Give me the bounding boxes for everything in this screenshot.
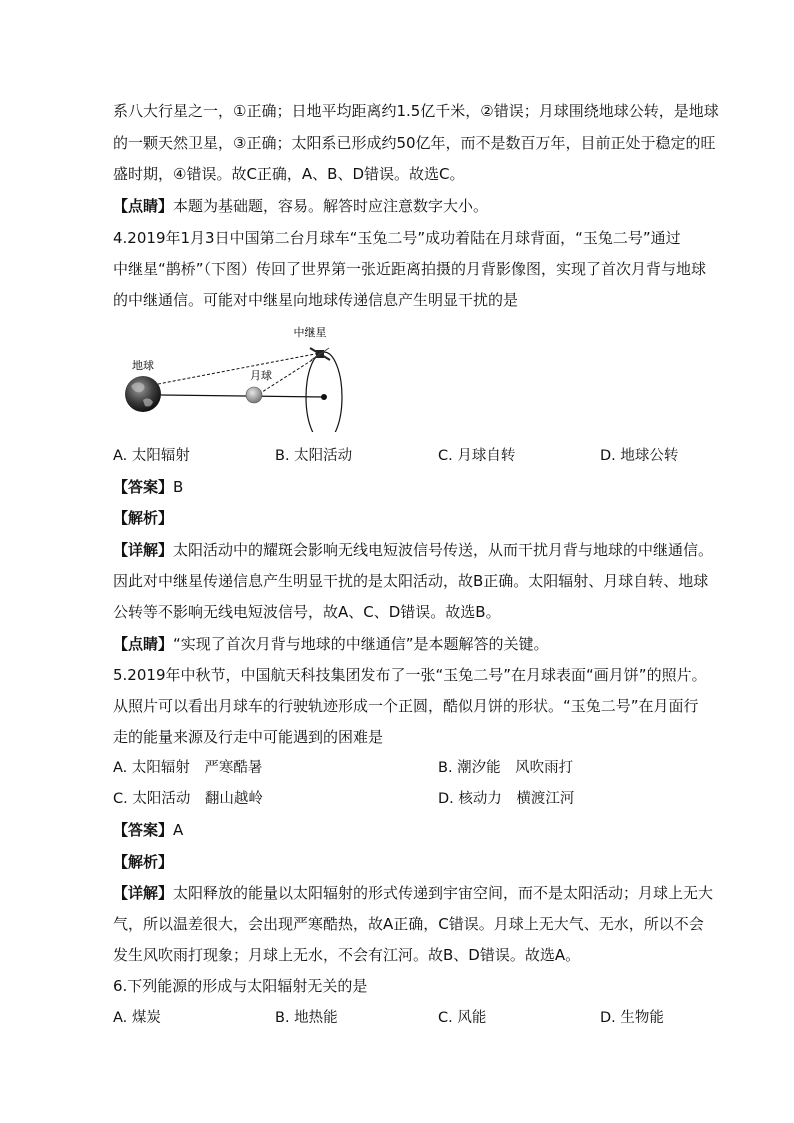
l2-point	[321, 394, 327, 400]
q4-stem-line-3: 的中继通信。可能对中继星向地球传递信息产生明显干扰的是	[113, 291, 519, 309]
q4-stem-line-1: 4.2019年1月3日中国第二台月球车“玉兔二号”成功着陆在月球背面，“玉兔二号”通过	[113, 229, 681, 247]
intro-line-2: 的一颗天然卫星，③正确；太阳系已形成约50亿年，而不是数百万年，目前正处于稳定的旺	[113, 134, 716, 152]
q4-review	[113, 634, 549, 654]
q4-option-c[interactable]: C. 月球自转	[438, 448, 516, 464]
q6-option-b[interactable]: B. 地热能	[275, 1010, 338, 1026]
q4-option-d[interactable]: D. 地球公转	[600, 448, 679, 464]
q5-option-a[interactable]: A. 太阳辐射 严寒酷暑	[113, 760, 263, 776]
review-tag: 【点睛】	[113, 635, 174, 653]
moon-globe	[246, 387, 262, 403]
q5-stem-line-1: 5.2019年中秋节，中国航天科技集团发布了一张“玉兔二号”在月球表面“画月饼”的照片。	[113, 666, 707, 684]
q5-option-b[interactable]: B. 潮汐能 风吹雨打	[438, 760, 574, 776]
intro-review	[113, 196, 488, 216]
answer-value: B	[173, 478, 184, 496]
q6-option-d[interactable]: D. 生物能	[600, 1010, 664, 1026]
earth-label: 地球	[132, 359, 154, 372]
q6-option-c[interactable]: C. 风能	[438, 1010, 487, 1026]
q4-analysis-tag: 【解析】	[113, 509, 174, 527]
q4-answer	[113, 477, 183, 497]
relay-satellite-figure	[113, 322, 373, 432]
intro-line-1: 系八大行星之一，①正确；日地平均距离约1.5亿千米，②错误；月球围绕地球公转，是地球	[113, 102, 719, 120]
q6-option-a[interactable]: A. 煤炭	[113, 1010, 161, 1026]
review-text: “实现了首次月背与地球的中继通信”是本题解答的关键。	[173, 635, 549, 653]
q5-stem-line-3: 走的能量来源及行走中可能遇到的困难是	[113, 728, 384, 746]
q4-option-b[interactable]: B. 太阳活动	[275, 448, 353, 464]
answer-tag: 【答案】	[113, 821, 174, 839]
q5-answer	[113, 820, 183, 840]
q4-option-a[interactable]: A. 太阳辐射	[113, 448, 190, 464]
earth-globe	[125, 376, 161, 412]
detail-tag: 【详解】	[113, 884, 174, 902]
q5-option-c[interactable]: C. 太阳活动 翻山越岭	[113, 791, 263, 807]
relay-orbit	[306, 352, 342, 432]
answer-tag: 【答案】	[113, 478, 174, 496]
q4-detail-line-2: 因此对中继星传递信息产生明显干扰的是太阳活动，故B正确。太阳辐射、月球自转、地球	[113, 572, 709, 590]
intro-line-3: 盛时期，④错误。故C正确，A、B、D错误。故选C。	[113, 165, 465, 183]
q4-stem-line-2: 中继星“鹊桥”（下图）传回了世界第一张近距离拍摄的月背影像图，实现了首次月背与地球	[113, 260, 707, 278]
moon-label: 月球	[250, 369, 272, 382]
q4-detail-line-1	[113, 540, 713, 560]
q4-detail-line-3: 公转等不影响无线电短波信号，故A、C、D错误。故选B。	[113, 603, 501, 621]
detail-text: 太阳活动中的耀斑会影响无线电短波信号传送，从而干扰月背与地球的中继通信。	[173, 541, 714, 559]
detail-tag: 【详解】	[113, 541, 174, 559]
review-tag: 【点睛】	[113, 197, 174, 215]
review-text: 本题为基础题，容易。解答时应注意数字大小。	[173, 197, 489, 215]
q5-detail-line-2: 气，所以温差很大，会出现严寒酷热，故A正确，C错误。月球上无大气、无水，所以不会	[113, 915, 704, 933]
q5-detail-line-3: 发生风吹雨打现象；月球上无水，不会有江河。故B、D错误。故选A。	[113, 946, 581, 964]
q5-stem-line-2: 从照片可以看出月球车的行驶轨迹形成一个正圆，酷似月饼的形状。“玉兔二号”在月面行	[113, 697, 699, 715]
relay-label: 中继星	[293, 326, 327, 339]
detail-text: 太阳释放的能量以太阳辐射的形式传递到宇宙空间，而不是太阳活动；月球上无大	[173, 884, 714, 902]
q6-stem-line-1: 6.下列能源的形成与太阳辐射无关的是	[113, 977, 368, 995]
earth-moon-line	[161, 395, 324, 397]
q5-option-d[interactable]: D. 核动力 横渡江河	[438, 791, 575, 807]
answer-value: A	[173, 821, 184, 839]
earth-relay-link	[153, 353, 320, 385]
q5-analysis-tag: 【解析】	[113, 853, 174, 871]
q5-detail-line-1	[113, 883, 713, 903]
